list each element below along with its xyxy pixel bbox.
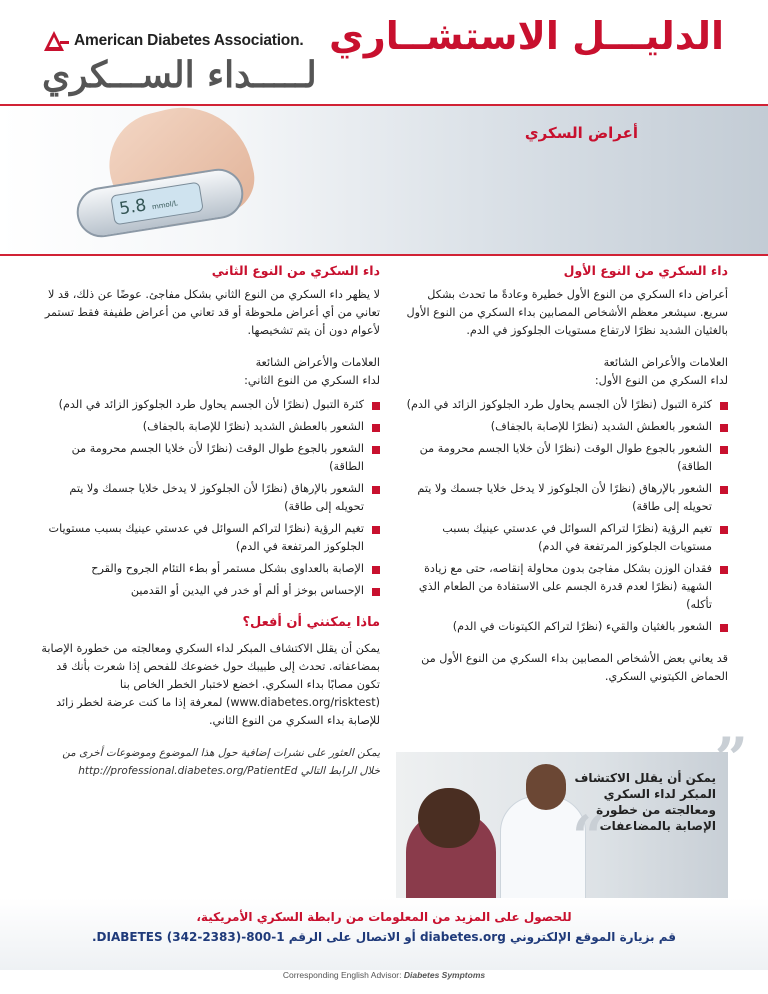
english-advisor-prefix: Corresponding English Advisor: — [282, 970, 402, 980]
type1-column — [398, 262, 728, 700]
quote-mark-icon: ” — [714, 725, 748, 793]
what-text-after: لمعرفة إذا ما كنت عرضة لخطر زائد للإصابة بداء السكري من النوع الثاني. — [56, 696, 380, 727]
meter-reading: 5.8 — [117, 195, 148, 220]
type2-signs-sub: لداء السكري من النوع الثاني: — [244, 374, 380, 387]
list-item: تغيم الرؤية (نظرًا لتراكم السوائل في عدستي عينيك بسبب مستويات الجلوكوز المرتفعة في الدم) — [40, 520, 380, 556]
patient-ed-link[interactable]: http://professional.diabetes.org/PatientEd — [78, 765, 298, 777]
more-info-text: يمكن العثور على نشرات إضافية حول هذا الموضوع وموضوعات أخرى من خلال الرابط التالي — [62, 747, 380, 777]
meter-unit: mmol/L — [151, 199, 179, 212]
patient-head — [418, 788, 480, 848]
list-item: الشعور بالإرهاق (نظرًا لأن الجلوكوز لا يدخل خلايا جسمك ولا يتم تحويله إلى طاقة) — [398, 480, 728, 516]
pull-quote: يمكن أن يقلل الاكتشاف المبكر لداء السكري ومعالجته من خطورة الإصابة بالمضاعفات — [574, 771, 716, 833]
what-can-i-do-text — [40, 640, 380, 730]
more-info-note — [40, 744, 380, 780]
meter-screen — [110, 182, 204, 226]
type1-signs-sub: لداء السكري من النوع الأول: — [594, 374, 728, 387]
page-title: الدليـــل الاستشــاري — [329, 14, 724, 58]
what-can-i-do-heading: ماذا يمكنني أن أفعل؟ — [242, 615, 380, 630]
list-item: الشعور بالإرهاق (نظرًا لأن الجلوكوز لا يدخل خلايا جسمك ولا يتم تحويله إلى طاقة) — [40, 480, 380, 516]
english-advisor-title: Diabetes Symptoms — [403, 970, 486, 980]
doctor-head — [526, 764, 566, 810]
what-text-before: يمكن أن يقلل الاكتشاف المبكر لداء السكري ومعالجته من خطورة الإصابة بمضاعفاته. تحدث إلى طبيبك حول خضوعك للفحص إذا شعرت بأنك قد تكون مصابًا بداء السكري. اخضع لاختبار الخطر الخاص بنا — [41, 642, 380, 691]
list-item: الإحساس بوخز أو ألم أو خدر في اليدين أو القدمين — [40, 582, 380, 600]
list-item: الشعور بالجوع طوال الوقت (نظرًا لأن خلايا الجسم محرومة من الطاقة) — [398, 440, 728, 476]
type1-symptom-list — [398, 396, 728, 636]
list-item: الشعور بالجوع طوال الوقت (نظرًا لأن خلايا الجسم محرومة من الطاقة) — [40, 440, 380, 476]
banner-top-rule — [0, 104, 768, 106]
list-item: كثرة التبول (نظرًا لأن الجسم يحاول طرد الجلوكوز الزائد في الدم) — [40, 396, 380, 414]
type2-symptom-list — [40, 396, 380, 600]
quote-mark-icon: “ — [572, 803, 606, 871]
list-item: الشعور بالعطش الشديد (نظرًا للإصابة بالجفاف) — [40, 418, 380, 436]
list-item: تغيم الرؤية (نظرًا لتراكم السوائل في عدستي عينيك بسبب مستويات الجلوكوز المرتفعة في الدم) — [398, 520, 728, 556]
type2-heading: داء السكري من النوع الثاني — [211, 263, 380, 278]
logo-triangle-icon — [44, 30, 70, 52]
section-title: أعراض السكري — [524, 124, 638, 142]
list-item: الشعور بالغثيان والقيء (نظرًا لتراكم الكيتونات في الدم) — [398, 618, 728, 636]
risk-test-link[interactable]: (www.diabetes.org/risktest) — [225, 696, 380, 709]
banner-bottom-rule — [0, 254, 768, 256]
list-item: الإصابة بالعداوى بشكل مستمر أو بطء التئام الجروح والقرح — [40, 560, 380, 578]
list-item: الشعور بالعطش الشديد (نظرًا للإصابة بالجفاف) — [398, 418, 728, 436]
type2-signs-label: العلامات والأعراض الشائعة — [255, 356, 380, 369]
footer-contact-line1: للحصول على المزيد من المعلومات من رابطة السكري الأمريكية، — [196, 910, 572, 924]
list-item: كثرة التبول (نظرًا لأن الجسم يحاول طرد الجلوكوز الزائد في الدم) — [398, 396, 728, 414]
english-advisor-note — [0, 970, 768, 980]
type1-signs-label: العلامات والأعراض الشائعة — [603, 356, 728, 369]
type1-intro: أعراض داء السكري من النوع الأول خطيرة وعادةً ما تحدث بشكل سريع. سيشعر معظم الأشخاص المصابين بداء السكري من النوع الأول بالغثيان الشديد نظرًا لارتفاع مستويات الجلوكوز في الدم. — [406, 288, 728, 337]
ada-logo — [44, 30, 303, 52]
type2-intro: لا يظهر داء السكري من النوع الثاني بشكل مفاجئ. عوضًا عن ذلك، قد لا تعاني من أي أعراض ملحوظة أو قد تعاني من أعراض طفيفة فقط تستمر لأعوام دون أن يتم تشخيصها. — [44, 288, 380, 337]
type1-heading: داء السكري من النوع الأول — [563, 263, 728, 278]
footer-contact-line2: قم بزيارة الموقع الإلكتروني diabetes.org أو الاتصال على الرقم 1-800-DIABETES (342-2383). — [91, 930, 677, 944]
type2-column — [40, 262, 380, 794]
page-subtitle: لـــــداء الســـكري — [42, 54, 317, 96]
org-name: American Diabetes Association. — [74, 32, 304, 49]
list-item: فقدان الوزن بشكل مفاجئ بدون محاولة إنقاصه، حتى مع زيادة الشهية (نظرًا لعدم قدرة الجسم على الاستفادة من الطعام الذي تأكله) — [398, 560, 728, 614]
type1-note: قد يعاني بعض الأشخاص المصابين بداء السكري من النوع الأول من الحماض الكيتوني السكري. — [421, 652, 728, 683]
